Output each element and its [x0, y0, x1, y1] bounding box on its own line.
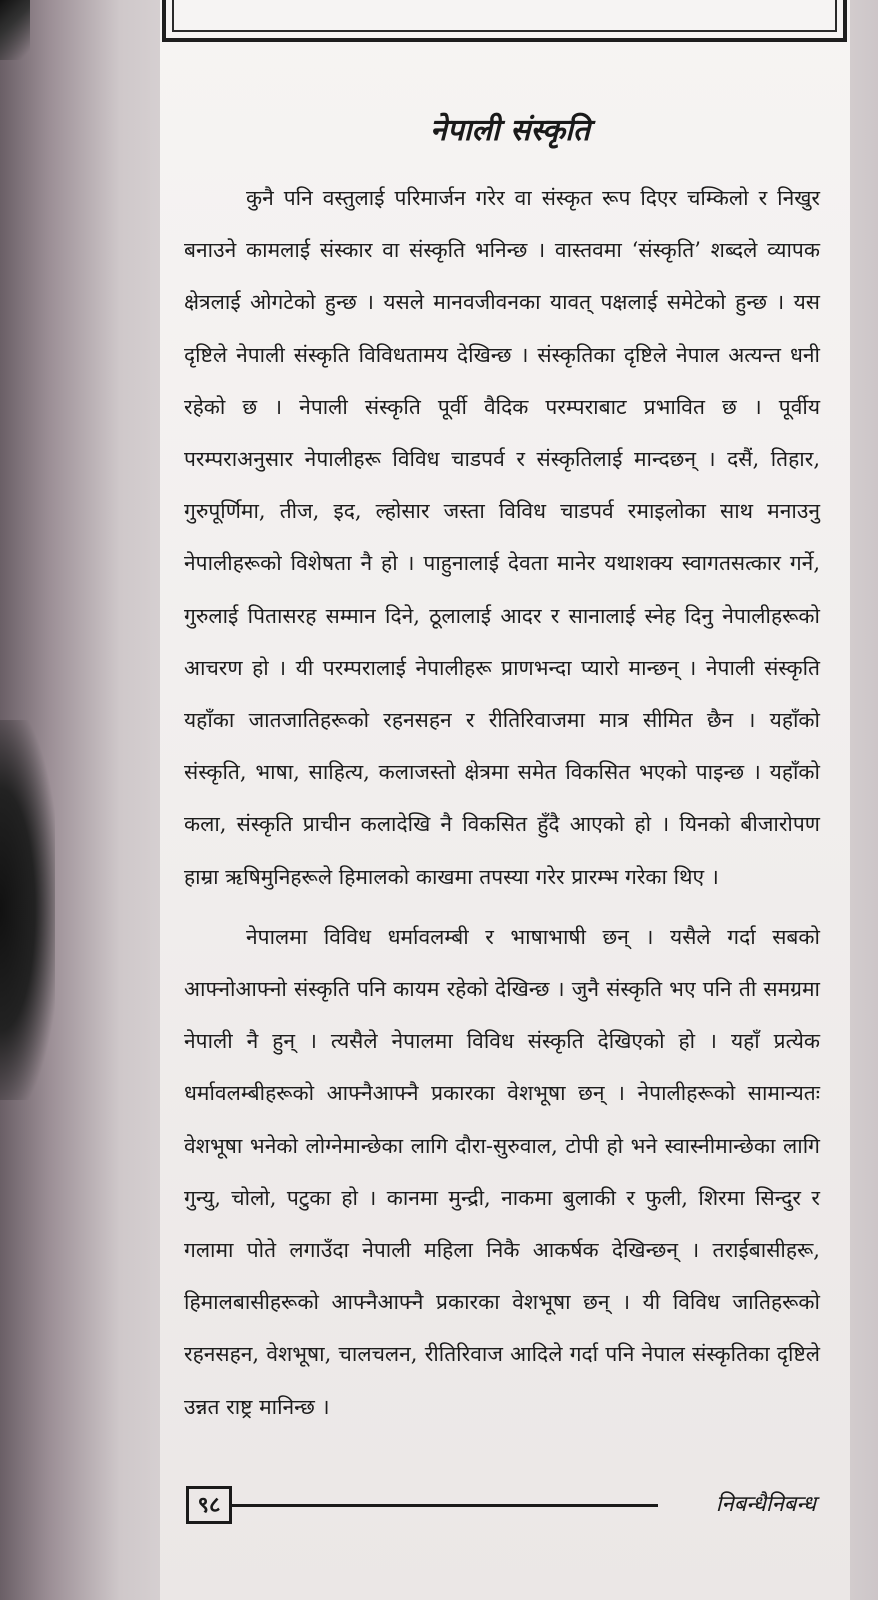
corner-shadow: [0, 0, 30, 60]
essay-body: [184, 172, 820, 1433]
top-border-frame: [162, 0, 847, 42]
page-title: नेपाली संस्कृति: [430, 113, 590, 148]
book-title: निबन्धैनिबन्ध: [715, 1492, 816, 1517]
spine-shadow: [0, 720, 55, 1100]
page-footer: [186, 1486, 826, 1530]
paragraph-2: नेपालमा विविध धर्मावलम्बी र भाषाभाषी छन् । यसैले गर्दा सबको आफ्नोआफ्नो संस्कृति पनि कायम रहेको देखिन्छ । जुनै संस्कृति भए पनि ती समग्रमा नेपाली नै हुन् । त्यसैले नेपालमा विविध संस्कृति देखिएको हो । यहाँ प्रत्येक धर्मावलम्बीहरूको आफ्नैआफ्नै प्रकारका वेशभूषा छन् । नेपालीहरूको सामान्यतः वेशभूषा भनेको लोग्नेमान्छेका लागि दौरा-सुरुवाल, टोपी हो भने स्वास्नीमान्छेका लागि गुन्यु, चोलो, पटुका हो । कानमा मुन्द्री, नाकमा बुलाकी र फुली, शिरमा सिन्दुर र गलामा पोते लगाउँदा नेपाली महिला निकै आकर्षक देखिन्छन् । तराईबासीहरू, हिमालबासीहरूको आफ्नैआफ्नै प्रकारका वेशभूषा छन् । यी विविध जातिहरूको रहनसहन, वेशभूषा, चालचलन, रीतिरिवाज आदिले गर्दा पनि नेपाल संस्कृतिका दृष्टिले उन्नत राष्ट्र मानिन्छ ।: [184, 924, 820, 1419]
paragraph-1: कुनै पनि वस्तुलाई परिमार्जन गरेर वा संस्कृत रूप दिएर चम्किलो र निखुर बनाउने कामलाई संस्कार वा संस्कृति भनिन्छ । वास्तवमा ‘संस्कृति’ शब्दले व्यापक क्षेत्रलाई ओगटेको हुन्छ । यसले मानवजीवनका यावत् पक्षलाई समेटेको हुन्छ । यस दृष्टिले नेपाली संस्कृति विविधतामय देखिन्छ । संस्कृतिका दृष्टिले नेपाल अत्यन्त धनी रहेको छ । नेपाली संस्कृति पूर्वी वैदिक परम्पराबाट प्रभावित छ । पूर्वीय परम्पराअनुसार नेपालीहरू विविध चाडपर्व र संस्कृतिलाई मान्दछन् । दसैं, तिहार, गुरुपूर्णिमा, तीज, इद, ल्होसार जस्ता विविध चाडपर्व रमाइलोका साथ मनाउनु नेपालीहरूको विशेषता नै हो । पाहुनालाई देवता मानेर यथाशक्य स्वागतसत्कार गर्ने, गुरुलाई पितासरह सम्मान दिने, ठूलालाई आदर र सानालाई स्नेह दिनु नेपालीहरूको आचरण हो । यी परम्परालाई नेपालीहरू प्राणभन्दा प्यारो मान्छन् । नेपाली संस्कृति यहाँका जातजातिहरूको रहनसहन र रीतिरिवाजमा मात्र सीमित छैन । यहाँको संस्कृति, भाषा, साहित्य, कलाजस्तो क्षेत्रमा समेत विकसित भएको पाइन्छ । यहाँको कला, संस्कृति प्राचीन कलादेखि नै विकसित हुँदै आएको हो । यिनको बीजारोपण हाम्रा ऋषिमुनिहरूले हिमालको काखमा तपस्या गरेर प्रारम्भ गरेका थिए ।: [184, 186, 820, 889]
page-number: ९८: [186, 1486, 232, 1524]
footer-rule: [232, 1504, 658, 1507]
